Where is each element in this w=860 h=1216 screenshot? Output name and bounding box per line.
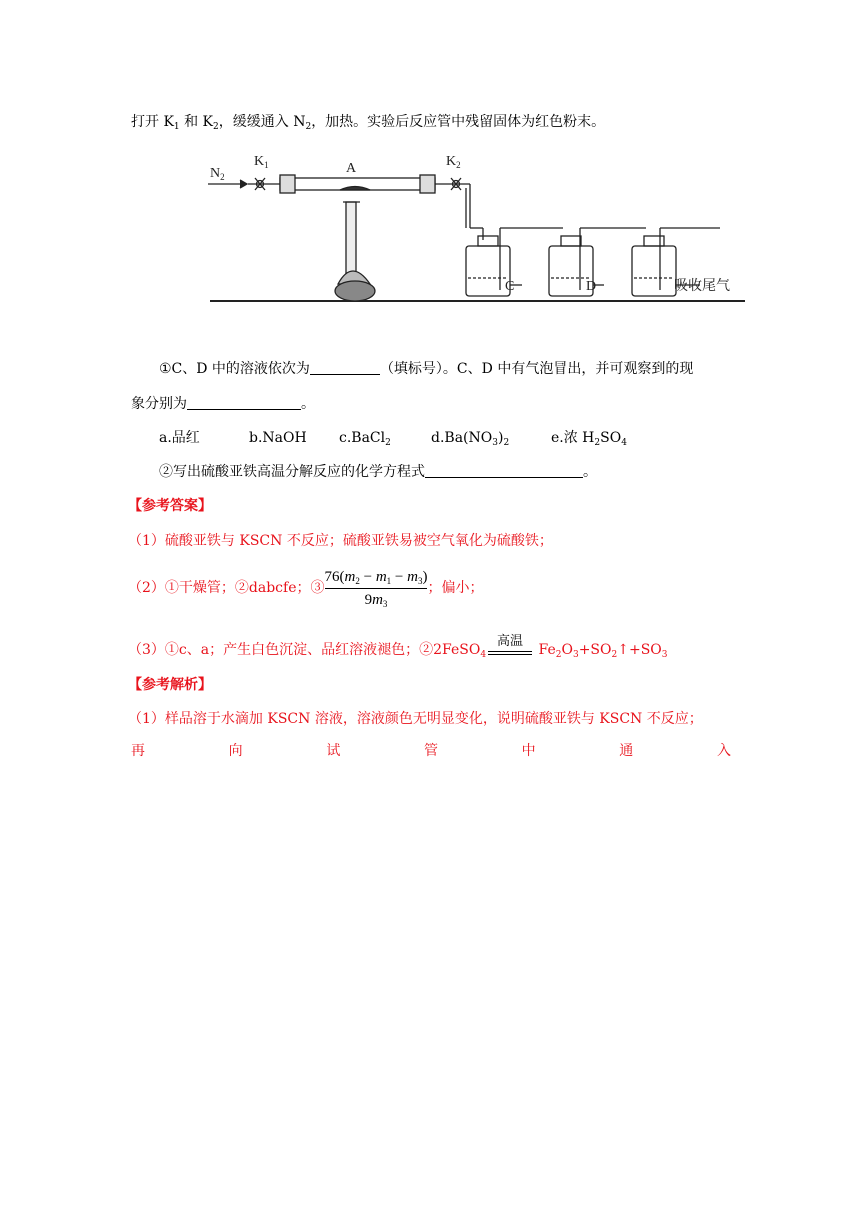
char: 通 <box>619 743 634 759</box>
question-text: （填标号）。C、D 中有气泡冒出，并可观察到的现 <box>379 361 694 377</box>
fraction-formula <box>325 567 428 610</box>
intro-part: ，加热。实验后反应管中残留固体为红色粉末。 <box>311 114 606 130</box>
subscript: 3 <box>382 598 388 609</box>
reaction-condition <box>486 634 534 660</box>
subscript: 3 <box>417 575 423 586</box>
svg-text:K1 <box>254 154 269 170</box>
subscript: 2 <box>555 650 562 660</box>
label-a: A <box>346 161 357 176</box>
question-text: ②写出硫酸亚铁高温分解反应的化学方程式 <box>159 464 425 480</box>
char: 管 <box>423 743 438 759</box>
condition-text: 高温 <box>497 634 524 649</box>
answer-text: （3）①c、a；产生白色沉淀、品红溶液褪色；②2FeSO <box>128 642 481 658</box>
subscript: 2 <box>385 438 391 448</box>
answer-blank <box>425 463 583 478</box>
fraction-bar <box>325 588 428 589</box>
label-d: D <box>586 279 597 294</box>
char: 中 <box>521 743 536 759</box>
option-b: b.NaOH <box>249 430 307 446</box>
answer-text: +SO <box>578 642 612 658</box>
answer-text: O <box>561 642 573 658</box>
option-text: d.Ba(NO <box>431 430 493 446</box>
subscript: 2 <box>220 172 225 182</box>
math-text: 9 <box>364 591 373 608</box>
char: 再 <box>131 743 145 759</box>
fraction-numerator <box>325 567 428 587</box>
question-2 <box>159 462 597 482</box>
analysis-1: （1）样品溶于水滴加 KSCN 溶液，溶液颜色无明显变化，说明硫酸亚铁与 KSCN 不反应； <box>128 711 703 727</box>
question-text: 。 <box>301 396 315 412</box>
label-c: C <box>505 279 515 294</box>
math-var: m <box>372 591 383 608</box>
analysis-continued <box>131 740 731 760</box>
subscript: 2 <box>305 122 312 132</box>
options-row <box>159 428 627 448</box>
math-text: − <box>391 568 408 585</box>
math-text: − <box>359 568 376 585</box>
subscript: 3 <box>572 650 579 660</box>
answer-text: ↑+SO <box>617 642 662 658</box>
intro-part: 打开 K <box>131 114 174 130</box>
subscript: 1 <box>264 160 269 170</box>
char: 入 <box>716 743 731 759</box>
label-k2: K <box>446 154 457 169</box>
answer-3 <box>128 634 668 660</box>
question-1 <box>159 359 693 379</box>
answer-2 <box>128 563 483 613</box>
answer-text: （2）①干燥管；②dabcfe；③ <box>128 580 325 596</box>
subscript: 2 <box>456 160 461 170</box>
subscript: 4 <box>621 438 627 448</box>
analysis-heading: 【参考解析】 <box>128 677 212 693</box>
subscript: 1 <box>386 575 392 586</box>
answer-blank <box>310 360 380 375</box>
apparatus-diagram <box>200 150 750 310</box>
svg-text:K2 <box>446 154 461 170</box>
label-k1: K <box>254 154 265 169</box>
svg-text:N2 <box>210 166 225 182</box>
option-text: e.浓 H <box>551 430 595 446</box>
question-1-cont <box>131 394 315 414</box>
answer-text: Fe <box>534 642 556 658</box>
intro-text <box>131 112 605 132</box>
option-text: ) <box>497 430 504 446</box>
option-text: c.BaCl <box>339 430 386 446</box>
option-d <box>431 428 551 448</box>
option-e <box>551 430 627 446</box>
answer-1: （1）硫酸亚铁与 KSCN 不反应；硫酸亚铁易被空气氧化为硫酸铁； <box>128 533 553 549</box>
math-var: m <box>407 568 418 585</box>
subscript: 2 <box>355 575 360 586</box>
subscript: 3 <box>492 438 498 448</box>
option-text: SO <box>600 430 622 446</box>
subscript: 2 <box>611 650 618 660</box>
equals-line <box>488 654 532 655</box>
subscript: 1 <box>173 122 180 132</box>
subscript: 4 <box>480 650 487 660</box>
fraction-denominator <box>325 590 428 610</box>
answer-text: ；偏小； <box>427 580 484 596</box>
option-a: a.品红 <box>159 430 200 446</box>
label-n2: N <box>210 166 221 181</box>
subscript: 3 <box>661 650 668 660</box>
equals-line <box>488 651 532 652</box>
question-text: ①C、D 中的溶液依次为 <box>159 361 310 377</box>
question-text: 象分别为 <box>131 396 187 412</box>
answer-blank <box>187 395 301 410</box>
subscript: 2 <box>503 438 510 448</box>
intro-part: ，缓缓通入 N <box>218 114 306 130</box>
subscript: 2 <box>213 122 219 132</box>
answer-heading: 【参考答案】 <box>128 498 212 514</box>
math-text: 76( <box>324 568 345 585</box>
question-text: 。 <box>583 464 597 480</box>
char: 试 <box>326 743 341 759</box>
option-c <box>339 428 431 448</box>
intro-part: 和 K <box>179 114 214 130</box>
char: 向 <box>228 743 243 759</box>
math-var: m <box>375 568 387 585</box>
math-text: ) <box>422 568 428 585</box>
math-var: m <box>344 568 356 585</box>
subscript: 2 <box>594 438 601 448</box>
label-tail-gas: 吸收尾气 <box>674 278 730 294</box>
